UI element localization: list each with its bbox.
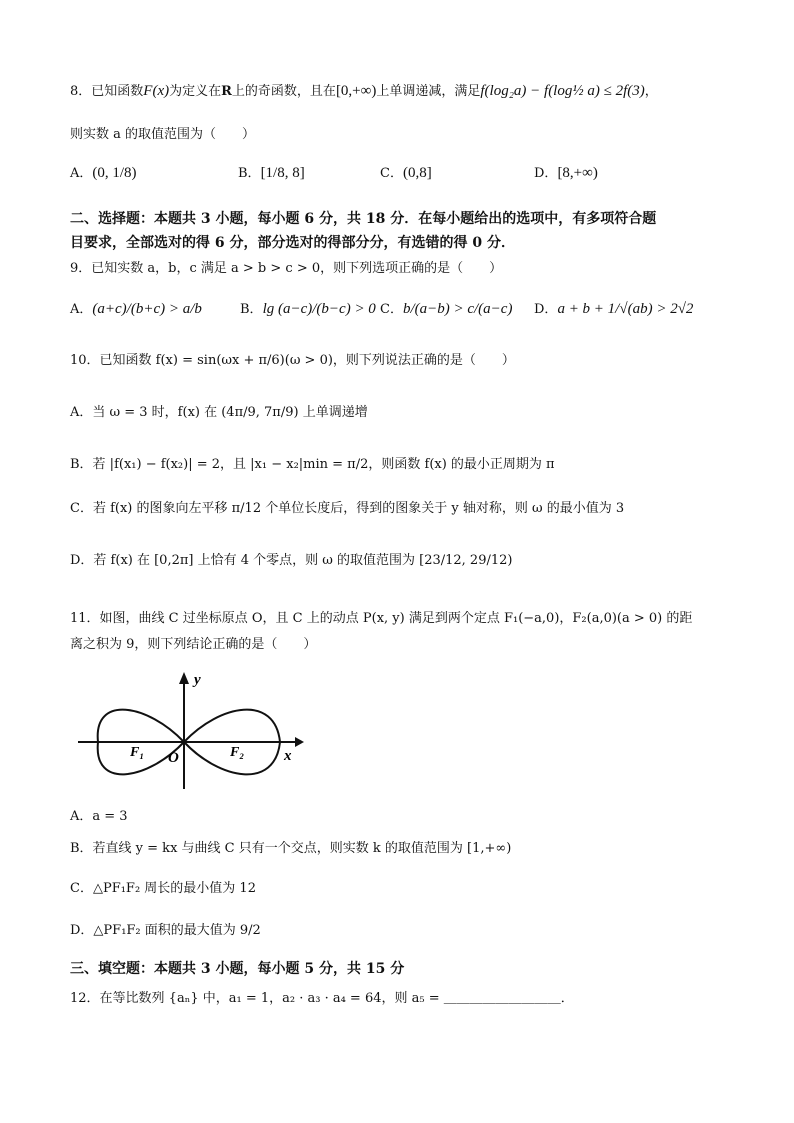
q8-option-d (534, 162, 598, 182)
q10-stem: 10．已知函数 f(x) = sin(ωx + π/6)(ω > 0)，则下列说法正确的是（ ） (70, 353, 515, 368)
q8-a-label: A． (70, 166, 93, 181)
q9-a-value: (a+c)/(b+c) > a/b (92, 301, 202, 317)
q8-stem-a: 8．已知函数 (70, 84, 144, 99)
q11-option-c: C．△PF₁F₂ 周长的最小值为 12 (70, 881, 256, 896)
q9-option-d: D．a + b + 1/√(ab) > 2√2 (534, 301, 694, 317)
q8-func: F(x) (143, 83, 170, 99)
fig-f1-label: F₁ (130, 745, 145, 760)
q11-option-b: B．若直线 y = kx 与曲线 C 只有一个交点，则实数 k 的取值范围为 [1,+∞) (70, 841, 512, 856)
q9-option-a: A．(a+c)/(b+c) > a/b (70, 301, 202, 317)
q8-stem-d: 上单调递减，满足 (376, 84, 481, 99)
q8-interval: [0,+∞) (335, 83, 377, 99)
section3-title: 三、填空题：本题共 3 小题，每小题 5 分，共 15 分 (70, 961, 405, 977)
q9-stem: 9．已知实数 a，b，c 满足 a > b > c > 0，则下列选项正确的是（ ） (70, 261, 503, 276)
q8-d-label: D． (534, 166, 558, 181)
q8-stem-c: 上的奇函数，且在 (231, 84, 336, 99)
q12-text: 12．在等比数列 {aₙ} 中，a₁ = 1，a₂ · a₃ · a₄ = 64，则 a₅ = ＿＿＿＿＿＿＿＿＿． (70, 991, 574, 1006)
q9-option-c: C．b/(a−b) > c/(a−c) (380, 301, 513, 317)
q10-option-a: A．当 ω = 3 时，f(x) 在 (4π/9, 7π/9) 上单调递增 (70, 405, 368, 420)
q11-line2: 离之积为 9，则下列结论正确的是（ ） (70, 637, 317, 652)
q8-option-c (380, 162, 432, 182)
q8-b-label: B． (238, 166, 261, 181)
q9-option-b: B．lg (a−c)/(b−c) > 0 (240, 301, 376, 317)
fig-x-label: x (284, 748, 292, 764)
q8-stem (70, 82, 658, 101)
q8-stem-e: ， (644, 84, 658, 99)
q8-b-value: [1/8, 8] (260, 165, 305, 181)
q9-c-value: b/(a−b) > c/(a−c) (402, 301, 513, 317)
q9-d-value: a + b + 1/√(ab) > 2√2 (557, 301, 694, 317)
q11-option-d: D．△PF₁F₂ 面积的最大值为 9/2 (70, 923, 261, 938)
q9-b-value: lg (a−c)/(b−c) > 0 (262, 301, 376, 317)
section2-line2: 目要求，全部选对的得 6 分，部分选对的得部分分，有选错的得 0 分． (70, 235, 515, 251)
q11-option-a: A．a = 3 (70, 809, 128, 824)
q8-R: R (221, 84, 232, 99)
q8-condition: f(log₂a) − f(log½ a) ≤ 2f(3) (480, 83, 645, 99)
q8-c-value: (0,8] (402, 165, 432, 181)
q10-option-b: B．若 |f(x₁) − f(x₂)| = 2，且 |x₁ − x₂|min = π/2，则函数 f(x) 的最小正周期为 π (70, 457, 555, 472)
x-axis-arrow (295, 737, 304, 747)
section2-line1: 二、选择题：本题共 3 小题，每小题 6 分，共 18 分．在每小题给出的选项中，有多项符合题 (70, 211, 657, 227)
q8-option-a (70, 162, 137, 182)
fig-y-label: y (194, 672, 201, 688)
fig-f2-label: F₂ (230, 745, 245, 760)
q8-stem-b: 为定义在 (169, 84, 222, 99)
fig-origin-label: O (168, 750, 179, 766)
q8-option-b (238, 162, 305, 182)
y-axis-arrow (179, 672, 189, 684)
q8-d-value: [8,+∞) (557, 165, 598, 181)
q10-option-d: D．若 f(x) 在 [0,2π] 上恰有 4 个零点，则 ω 的取值范围为 [23/12, 29/12) (70, 553, 513, 568)
q10-option-c: C．若 f(x) 的图象向左平移 π/12 个单位长度后，得到的图象关于 y 轴对称，则 ω 的最小值为 3 (70, 501, 625, 516)
lemniscate-figure (70, 664, 310, 794)
q11-line1: 11．如图，曲线 C 过坐标原点 O，且 C 上的动点 P(x, y) 满足到两个定点 F₁(−a,0)，F₂(a,0)(a > 0) 的距 (70, 611, 693, 626)
q8-line2: 则实数 a 的取值范围为（ ） (70, 127, 256, 142)
q8-c-label: C． (380, 166, 403, 181)
q8-a-value: (0, 1/8) (92, 165, 137, 181)
